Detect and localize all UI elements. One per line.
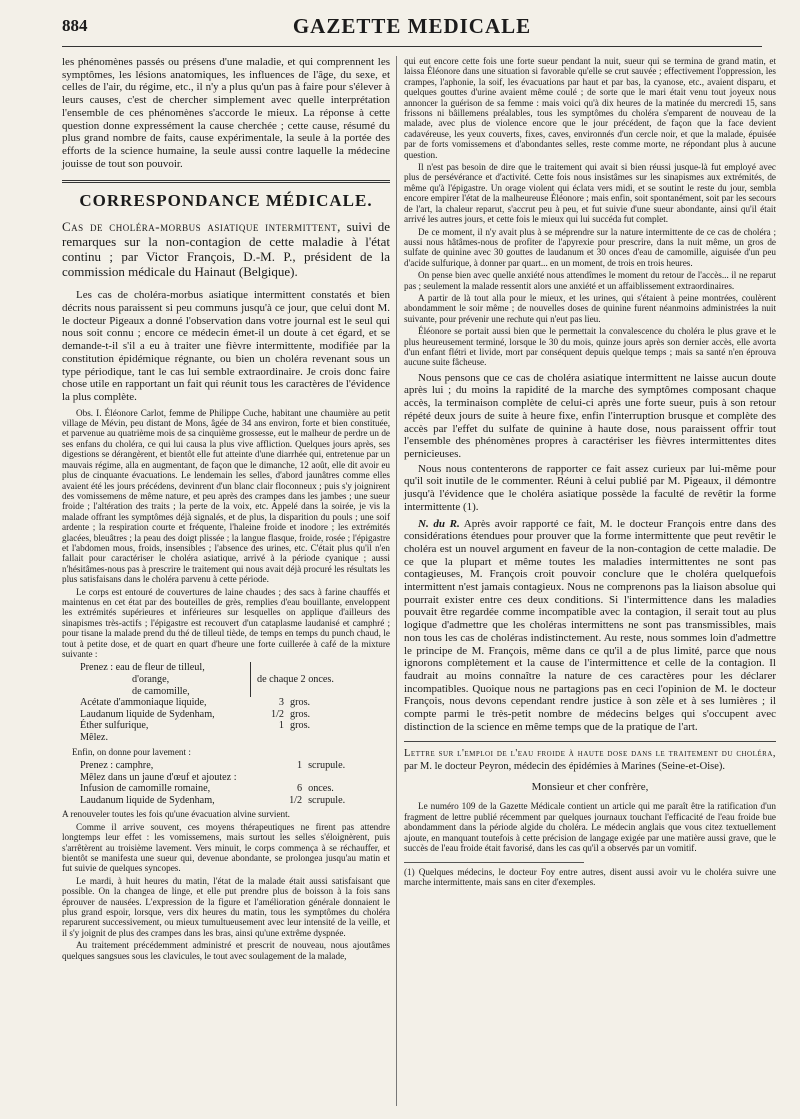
recipe-dose: 1/2 [289,794,303,806]
section-title: CORRESPONDANCE MÉDICALE. [79,191,373,211]
recipe-dose: 1 [278,720,284,732]
right-paragraph-4: On pense bien avec quelle anxiété nous attendîmes le moment du retour de l'accès... il ne reparut pas ; seulement la malade ressentit alors une anxiété et un affaiblissement extraordinaires. [404,270,776,291]
tuesday-paragraph: Le mardi, à huit heures du matin, l'état de la malade était aussi satisfaisant que possible. On la changea de linge, et elle put prendre plus de boisson à la fois sans éprouver de nausées. L'expression de la figure et l'amélioration générale donnaient le plus grand espoir, lorsque, vers dix heures du matin, tous les symptômes du choléra reparurent successivement, ou mieux tumultueusement avec leur intensité de la veille, et il s'y joignit de plus des crampes dans les bras, ainsi qu'une extrême dyspnée. [62,875,390,938]
footnote-divider [404,862,584,863]
right-paragraph-6: Éléonore se portait aussi bien que le permettait la convalescence du choléra le plus grave et le plus heureusement terminé, lorsque le 30 du mois, quinze jours après son dernier accès, elle avorta d'un enfant flétri et livide, mort par conséquent depuis quelque temps ; mais sa santé n'en éprouva aucune suite fâcheuse. [404,326,776,368]
page-number: 884 [62,16,88,35]
footnote: (1) Quelques médecins, le docteur Foy entre autres, disent aussi avoir vu le choléra suivre une marche intermittente, mais sans en citer d'exemples. [404,866,776,887]
recipe-row [80,720,390,732]
recipe-dose: 1/2 [270,708,284,720]
recipe-unit: gros. [290,697,311,709]
conclusion-paragraph: Nous pensons que ce cas de choléra asiatique intermittent ne laisse aucun doute après lui ; du moins la rapidité de la marche des symptômes composant chaque accès, la terminaison complète de celui-ci après une forte sueur, puis à son retour répété deux jours de suite à heure fixe, enfin l'interruption brusque et complète des accès par l'effet du sulfate de quinine à haute dose, nous paraissent offrir tout l'ensemble des phénomènes propres à caractériser les fièvres intermittentes dites pernicieuses. [404,371,776,460]
right-paragraph-3: De ce moment, il n'y avait plus à se méprendre sur la nature intermittente de ce cas de choléra ; aussi nous hâtâmes-nous de profiter de l'apyrexie pour prescrire, dans la nuit même, un gros de sulfate de quinine avec 30 gouttes de laudanum et 30 onces d'eau de camomille, aiguisée d'un peu d'acide sulfurique, à donner par quart... en un moment, de trois en trois heures. [404,226,776,268]
treatment-paragraph: Le corps est entouré de couvertures de laine chaudes ; des sacs à farine chauffés et maintenus en cet état par des bouteilles de grès, remplies d'eau bouillante, enveloppent les extrémités supérieures et inférieures sur lesquelles on applique d'ailleurs des sinapismes très-actifs ; l'épigastre est recouvert d'un cataplasme laudanisé et camphré ; pour tisane la malade prend du thé de tilleul tiède, de temps en temps du punch chaud, le tout à petite dose, et de quart en quart d'heure une forte cuillerée à café de la mixture suivante : [62,586,390,659]
recipe-lavement [80,760,390,806]
recipe-row [80,783,390,795]
column-divider [396,56,397,1106]
recipe-ingredient: Prenez : camphre, [80,759,154,771]
letter-divider [404,741,776,742]
editor-note-label: N. du R. [418,517,460,530]
page-header [62,14,762,47]
recipe-row [80,760,390,772]
recipe-brace-note: de chaque 2 onces. [257,674,334,685]
effect-paragraph: Comme il arrive souvent, ces moyens thérapeutiques ne firent pas attendre longtemps leur effet : les vomissemens, mais surtout les selles s'éloignèrent, puis s'arrêtèrent au troisième lavement. Vers minuit, le corps commença à se réchauffer, et bientôt se manifesta une sueur qui, devenue abondante, se prolongea jusqu'au matin et fut suivie de quelques syncopes. [62,821,390,874]
editor-note-paragraph [404,518,776,734]
article-subtitle [62,219,390,279]
observation-paragraph: Obs. I. Éléonore Carlot, femme de Philippe Cuche, habitant une chaumière au petit village de Mévin, peu distant de Mons, âgée de 34 ans environ, forte et bien constituée, et parvenue au quatrième mois de sa cinquième grossesse, eut le malheur de perdre un de ses enfans du choléra, ce qui lui causa la plus vive affliction. Quelques jours après, ses digestions se dérangèrent, et bientôt elle fut atteinte d'une diarrhée qui, entretenue par un mauvais régime, alla en augmentant, de façon que le dimanche, 12 août, elle dit avoir eu plus de cinquante évacuations. Le lendemain les selles, d'abord jaunâtres comme elles avaient été les jours précédens, devinrent d'un blanc clair floconneux ; puis s'y joignirent des vomissemens de même nature, et peu après des crampes dans les jambes ; une sueur froide ; l'altération des traits ; la perte de la voix, etc. Appelé dans la soirée, je vis la malade offrant les symptômes déjà signalés, et de plus, la disparition du pouls ; une soif ardente ; la respiration courte et fréquente, l'haleine froide et inodore ; les extrémités glacées, bleuâtres ; la peau des doigt plissée ; la langue flasque, froide, rosée ; l'épigastre et l'abdomen mous, froids, insensibles ; l'absence des urines, etc. C'était plus qu'il n'en fallait pour caractériser le choléra asiatique, arrivé à la période cyanique ; aussi n'hésitâmes-nous pas à prescrire le traitement qui nous avait déjà procuré les résultats les plus satisfaisans dans le choléra parvenu à cette période. [62,407,390,585]
right-paragraph-1: qui eut encore cette fois une forte sueur pendant la nuit, sueur qui se termina de grand matin, et laissa Éléonore dans une situation si favorable qu'elle se crut sauvée ; effectivement l'oppression, les crampes, l'aphonie, la soif, les évacuations par haut et par bas, la cyanose, etc., avaient disparu, et quelques gouttes d'urine avaient même coulé ; de sorte que le mari était venu tout joyeux nous annoncer la guérison de sa femme : mais voici qu'à dix heures de la matinée du mercredi 15, sans frissons ni bâillemens préalables, tous les symptômes du choléra s'emparent de nouveau de la malade, avec plus de violence encore que le jour précédent, de façon que la face devient cadavéreuse, les yeux couverts, fixes, caves, environnés d'un cercle noir, et que la malade, épuisée par de forts vomissemens et d'abondantes selles, reste comme morte, ne répondant plus à aucune question. [404,56,776,160]
article-paragraph-1: Les cas de choléra-morbus asiatique intermittent constatés et bien décrits nous paraissent si peu communs jusqu'à ce jour, que celui dont M. le docteur Pigeaux a donné l'observation dans votre journal est le seul qui nous soit connu ; encore ce médecin émet-il un doute à cet égard, et se demande-t-il s'il a eu à traiter une fièvre intermittente, modifiée par la constitution épidémique régnante, ou bien un choléra revenant sous un type périodique, tant le cas lui semble extraordinaire. Je crois donc faire chose utile en rapportant un fait qui réunit tous les caractères de l'évidence la plus complète. [62,289,390,403]
letter-salutation: Monsieur et cher confrère, [531,781,649,794]
recipe-ingredient: Infusion de camomille romaine, [80,783,211,795]
letter-title-rest: par M. le docteur Peyron, médecin des épidémies à Marines (Seine-et-Oise). [404,760,726,772]
letter-title [404,748,776,773]
right-paragraph-2: Il n'est pas besoin de dire que le traitement qui avait si bien réussi jusque-là fut employé avec plus de persévérance et d'activité. Cette fois nous insistâmes sur les sinapismes aux extrémités, de même qu'à l'épigastre. Un orage violent qui éclata vers midi, et se soutint le reste du jour, sembla encore empirer l'état de la malheureuse Éléonore ; mais enfin, soit spontanément, soit par les secours de l'art, la chaleur reparut, s'accrut peu à peu, et fut suivie d'une sueur abondante, ainsi qu'il était arrivé les autres jours, et cette fois le mieux qui lui succéda fut complet. [404,162,776,225]
conclusion-paragraph-2: Nous nous contenterons de rapporter ce fait assez curieux par lui-même pour qu'il soit inutile de le commenter. Réuni à celui publié par M. Pigeaux, il démontre jusqu'à l'évidence que le choléra asiatique possède la faculté de revêtir la forme intermittente (1). [404,462,776,513]
recipe-ingredient: Mêlez. [80,731,109,743]
right-column [404,56,776,887]
recipe-unit: scrupule. [308,759,346,771]
recipe-row [80,772,390,784]
treatment-continued-paragraph: Au traitement précédemment administré et prescrit de nouveau, nous ajoutâmes quelques sangsues sous les clavicules, le tout avec soulagement de la malade, [62,940,390,961]
section-divider [62,180,390,183]
recipe-row [80,795,390,807]
recipe-brace-block [80,662,390,697]
editor-note-text: Après avoir rapporté ce fait, M. le docteur François entre dans des considérations étendues pour prouver que la forme intermittente que peut revêtir le choléra est un nouvel argument en faveur de la non-contagion de cette maladie. De ce que la plupart et même toutes les maladies intermittentes ne sont pas contagieuses, M. François croit pouvoir conclure que le choléra quelquefois intermittent n'est jamais contagieux. Nous ne comprenons pas la liaison absolue qui pourrait exister entre ces deux conditions. Si l'intermittence dans les maladies pouvait être regardée comme incompatible avec la contagion, il serait tout au plus logique d'admettre que les choléras intermittens ne sont pas transmissibles, mais non tous les cas de choléras indistinctement. Au reste, nous sommes loin d'admettre le principe de M. François, même dans ce qu'il a de plus limité, parce que nous ignorons complètement et la cause de l'intermittence et celle de la contagion. Il faudrait au moins connaître la nature de ces caractères pour les déclarer incompatibles. Quoique nous ne partagions pas en ceci l'opinion de M. le docteur François, nous devons cependant rendre justice à son zèle et à ses lumières ; il compte parmi le très-petit nombre de médecins belges qui s'occupent avec distinction de la science en même temps que de la pratique de l'art. [404,517,776,733]
recipe-mixture [80,662,390,743]
recipe-dose: 1 [297,759,303,771]
recipe-row [80,697,390,709]
journal-title: GAZETTE MEDICALE [292,14,532,38]
recipe-unit: scrupule. [308,794,346,806]
recipe-unit: gros. [290,720,311,732]
recipe-ingredient: d'orange, [132,674,170,685]
recipe-row [80,709,390,721]
recipe-row [80,732,390,744]
intro-paragraph: les phénomènes passés ou présens d'une maladie, et qui comprennent les symptômes, les lésions anatomiques, les influences de l'âge, du sexe, et celles de l'air, du régime, etc., il n'y a plus qu'un pas à faire pour s'élever à leurs causes, c'est de chercher simplement avec quelle interprétation l'ensemble de ces phénomènes s'accorde le mieux. La réponse à cette question donne expressément la cause cherchée ; cette cause, résumé du plus grand nombre de faits, cause expérimentale, la seule à la portée des efforts de la science humaine, la seule aussi contre laquelle la médecine jouisse de tout son pouvoir. [62,56,390,170]
recipe-ingredient: Laudanum liquide de Sydenham, [80,708,215,720]
recipe-ingredient: Mêlez dans un jaune d'œuf et ajoutez : [80,771,237,783]
recipe-unit: gros. [290,708,311,720]
recipe-dose: 3 [278,697,284,709]
recipe-brace-names [80,662,251,697]
letter-title-caps: Lettre sur l'emploi de l'eau froide à haute dose dans le traitement du choléra, [404,748,776,760]
left-column [62,56,390,961]
right-paragraph-5: A partir de là tout alla pour le mieux, et les urines, qui s'étaient à peine montrées, coulèrent abondamment le soir même ; de nouvelles doses de quinine furent néanmoins administrées la nuit suivante, pour prévenir une rechute qui n'eut pas lieu. [404,292,776,324]
letter-paragraph-1: Le numéro 109 de la Gazette Médicale contient un article qui me paraît être la ratification d'un fragment de lettre publié récemment par quelques journaux touchant l'efficacité de l'eau froide bue abondamment dans la période algide du choléra. Le médecin anglais que vous citez textuellement ajoute, en manquant toutefois à cette précision de langage exigée par une matière aussi grave, que le succès de l'eau froide était favorisé, dans les cas qu'il a observés par un vomitif. [404,801,776,854]
recipe-dose: 6 [297,783,303,795]
recipe-ingredient: de camomille, [132,685,190,697]
recipe-ingredient: Prenez : eau de fleur de tilleul, [80,662,205,674]
recipe-unit: onces. [308,783,334,795]
article-subtitle-rest: suivi de remarques sur la non-contagion de cette maladie à l'état continu ; par Victor François, D.-M. P., président de la commission médicale du Hainaut (Belgique). [62,219,390,280]
lavement-intro: Enfin, on donne pour lavement : [72,746,191,757]
recipe-ingredient: Laudanum liquide de Sydenham, [80,794,215,806]
article-subtitle-caps: Cas de choléra-morbus asiatique intermittent, [62,219,341,235]
renew-note: A renouveler toutes les fois qu'une évacuation alvine survient. [62,809,290,820]
recipe-ingredient: Acétate d'ammoniaque liquide, [80,697,207,709]
recipe-ingredient: Éther sulfurique, [80,720,149,732]
